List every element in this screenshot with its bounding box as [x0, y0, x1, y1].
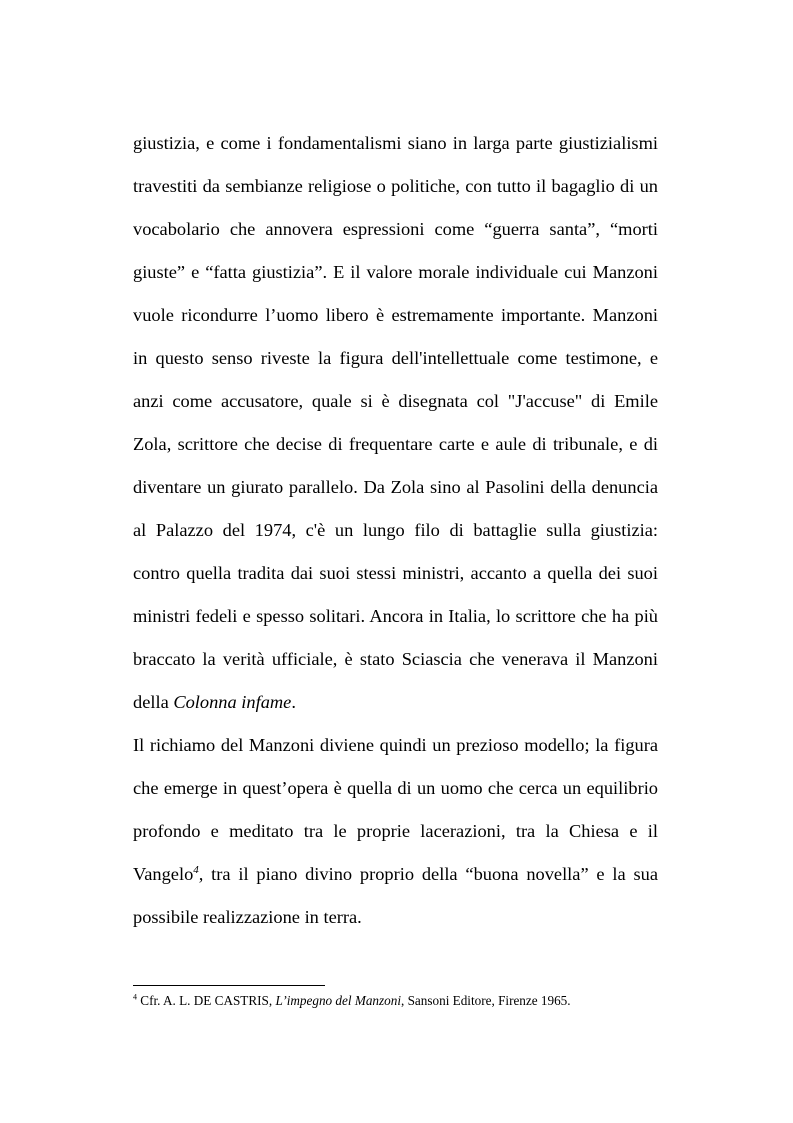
- text-fragment: tra il piano divino proprio della “buona novella” e la sua: [203, 864, 658, 884]
- text-fragment: ,: [198, 864, 204, 884]
- text-line: che emerge in quest’opera è quella di un uomo che cerca un equilibrio: [133, 778, 658, 798]
- text-fragment: .: [291, 692, 296, 712]
- text-line: giustizia, e come i fondamentalismi siano in larga parte giustizialismi: [133, 133, 658, 153]
- footnote-text: , Sansoni Editore, Firenze 1965.: [401, 993, 571, 1008]
- text-fragment: della: [133, 692, 174, 712]
- text-line: in questo senso riveste la figura dell'intellettuale come testimone, e: [133, 348, 658, 368]
- text-line: contro quella tradita dai suoi stessi ministri, accanto a quella dei suoi: [133, 563, 658, 583]
- text-line: Il richiamo del Manzoni diviene quindi un prezioso modello; la figura: [133, 735, 658, 755]
- text-line: Zola, scrittore che decise di frequentare carte e aule di tribunale, e di: [133, 434, 658, 454]
- text-fragment: Vangelo: [133, 864, 194, 884]
- text-line: [133, 853, 658, 896]
- book-title: Colonna infame: [173, 692, 292, 712]
- text-line: vocabolario che annovera espressioni come “guerra santa”, “morti: [133, 219, 658, 239]
- text-line: al Palazzo del 1974, c'è un lungo filo di battaglie sulla giustizia:: [133, 520, 658, 540]
- text-line: profondo e meditato tra le proprie lacerazioni, tra la Chiesa e il: [133, 821, 658, 841]
- text-line: possibile realizzazione in terra.: [133, 907, 362, 927]
- text-line: vuole ricondurre l’uomo libero è estremamente importante. Manzoni: [133, 305, 658, 325]
- footnote-book-title: L’impegno del Manzoni: [275, 993, 401, 1008]
- footnote-text: Cfr. A. L. DE CASTRIS,: [137, 993, 276, 1008]
- text-line: travestiti da sembianze religiose o politiche, con tutto il bagaglio di un: [133, 176, 658, 196]
- footnote-reference[interactable]: 4: [193, 863, 199, 876]
- text-line: [133, 681, 658, 724]
- footnote-separator: [133, 985, 325, 986]
- text-line: anzi come accusatore, quale si è disegnata col "J'accuse" di Emile: [133, 391, 658, 411]
- text-line: giuste” e “fatta giustizia”. E il valore morale individuale cui Manzoni: [133, 262, 658, 282]
- body-text: [133, 122, 658, 939]
- text-line: diventare un giurato parallelo. Da Zola sino al Pasolini della denuncia: [133, 477, 658, 497]
- text-line: braccato la verità ufficiale, è stato Sciascia che venerava il Manzoni: [133, 649, 658, 669]
- text-line: ministri fedeli e spesso solitari. Ancora in Italia, lo scrittore che ha più: [133, 606, 658, 626]
- footnote-number: 4: [133, 992, 137, 1002]
- footnote: [133, 993, 693, 1009]
